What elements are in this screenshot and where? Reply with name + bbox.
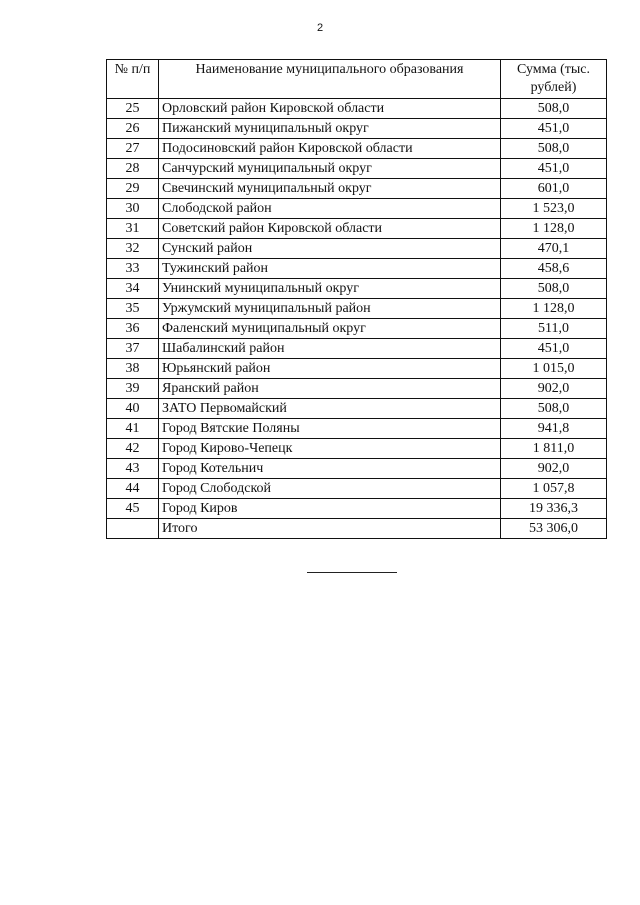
separator-line bbox=[307, 572, 397, 573]
row-name: Фаленский муниципальный округ bbox=[159, 319, 501, 339]
row-sum: 1 015,0 bbox=[501, 359, 607, 379]
row-name: Санчурский муниципальный округ bbox=[159, 159, 501, 179]
total-sum: 53 306,0 bbox=[501, 519, 607, 539]
table-row bbox=[107, 379, 607, 399]
row-sum: 458,6 bbox=[501, 259, 607, 279]
row-sum: 941,8 bbox=[501, 419, 607, 439]
row-name: Уржумский муниципальный район bbox=[159, 299, 501, 319]
row-name: Сунский район bbox=[159, 239, 501, 259]
municipal-sums-table bbox=[106, 59, 607, 539]
row-name: Город Кирово-Чепецк bbox=[159, 439, 501, 459]
row-number: 34 bbox=[107, 279, 159, 299]
row-sum: 511,0 bbox=[501, 319, 607, 339]
row-name: Яранский район bbox=[159, 379, 501, 399]
row-name: Свечинский муниципальный округ bbox=[159, 179, 501, 199]
table-row bbox=[107, 119, 607, 139]
row-sum: 601,0 bbox=[501, 179, 607, 199]
row-number: 26 bbox=[107, 119, 159, 139]
table-row bbox=[107, 179, 607, 199]
table-header-row bbox=[107, 60, 607, 99]
header-sum: Сумма (тыс. рублей) bbox=[501, 60, 607, 99]
row-number: 42 bbox=[107, 439, 159, 459]
row-sum: 902,0 bbox=[501, 459, 607, 479]
row-sum: 451,0 bbox=[501, 119, 607, 139]
row-number: 38 bbox=[107, 359, 159, 379]
table-row bbox=[107, 159, 607, 179]
row-name: Пижанский муниципальный округ bbox=[159, 119, 501, 139]
row-name: Подосиновский район Кировской области bbox=[159, 139, 501, 159]
table-row bbox=[107, 199, 607, 219]
row-number: 28 bbox=[107, 159, 159, 179]
row-sum: 1 057,8 bbox=[501, 479, 607, 499]
row-number: 40 bbox=[107, 399, 159, 419]
table-row bbox=[107, 99, 607, 119]
row-sum: 902,0 bbox=[501, 379, 607, 399]
row-number: 29 bbox=[107, 179, 159, 199]
header-name: Наименование муниципального образования bbox=[159, 60, 501, 99]
row-sum: 508,0 bbox=[501, 99, 607, 119]
row-number: 37 bbox=[107, 339, 159, 359]
row-sum: 1 811,0 bbox=[501, 439, 607, 459]
row-number: 44 bbox=[107, 479, 159, 499]
row-sum: 508,0 bbox=[501, 279, 607, 299]
header-number: № п/п bbox=[107, 60, 159, 99]
row-number: 41 bbox=[107, 419, 159, 439]
table-row bbox=[107, 459, 607, 479]
row-name: ЗАТО Первомайский bbox=[159, 399, 501, 419]
row-sum: 1 523,0 bbox=[501, 199, 607, 219]
row-sum: 470,1 bbox=[501, 239, 607, 259]
row-number: 27 bbox=[107, 139, 159, 159]
table-row bbox=[107, 239, 607, 259]
table-total-row bbox=[107, 519, 607, 539]
row-sum: 451,0 bbox=[501, 159, 607, 179]
row-name: Город Киров bbox=[159, 499, 501, 519]
row-number: 39 bbox=[107, 379, 159, 399]
table-body bbox=[107, 99, 607, 539]
row-number: 32 bbox=[107, 239, 159, 259]
table-row bbox=[107, 319, 607, 339]
row-name: Советский район Кировской области bbox=[159, 219, 501, 239]
row-number: 35 bbox=[107, 299, 159, 319]
row-name: Юрьянский район bbox=[159, 359, 501, 379]
row-sum: 508,0 bbox=[501, 139, 607, 159]
row-name: Город Вятские Поляны bbox=[159, 419, 501, 439]
table-row bbox=[107, 499, 607, 519]
row-sum: 19 336,3 bbox=[501, 499, 607, 519]
table-row bbox=[107, 219, 607, 239]
row-name: Шабалинский район bbox=[159, 339, 501, 359]
row-number: 30 bbox=[107, 199, 159, 219]
row-name: Город Котельнич bbox=[159, 459, 501, 479]
row-sum: 451,0 bbox=[501, 339, 607, 359]
row-sum: 508,0 bbox=[501, 399, 607, 419]
row-sum: 1 128,0 bbox=[501, 219, 607, 239]
row-number: 45 bbox=[107, 499, 159, 519]
table-row bbox=[107, 299, 607, 319]
table-row bbox=[107, 139, 607, 159]
table-row bbox=[107, 259, 607, 279]
total-number bbox=[107, 519, 159, 539]
row-name: Унинский муниципальный округ bbox=[159, 279, 501, 299]
row-number: 25 bbox=[107, 99, 159, 119]
row-name: Город Слободской bbox=[159, 479, 501, 499]
row-name: Слободской район bbox=[159, 199, 501, 219]
table-row bbox=[107, 359, 607, 379]
total-label: Итого bbox=[159, 519, 501, 539]
table-row bbox=[107, 479, 607, 499]
row-number: 43 bbox=[107, 459, 159, 479]
row-number: 36 bbox=[107, 319, 159, 339]
table-row bbox=[107, 419, 607, 439]
row-sum: 1 128,0 bbox=[501, 299, 607, 319]
page-number: 2 bbox=[316, 22, 324, 34]
row-name: Орловский район Кировской области bbox=[159, 99, 501, 119]
row-name: Тужинский район bbox=[159, 259, 501, 279]
table-row bbox=[107, 279, 607, 299]
table-row bbox=[107, 439, 607, 459]
row-number: 31 bbox=[107, 219, 159, 239]
row-number: 33 bbox=[107, 259, 159, 279]
table-row bbox=[107, 399, 607, 419]
table-row bbox=[107, 339, 607, 359]
